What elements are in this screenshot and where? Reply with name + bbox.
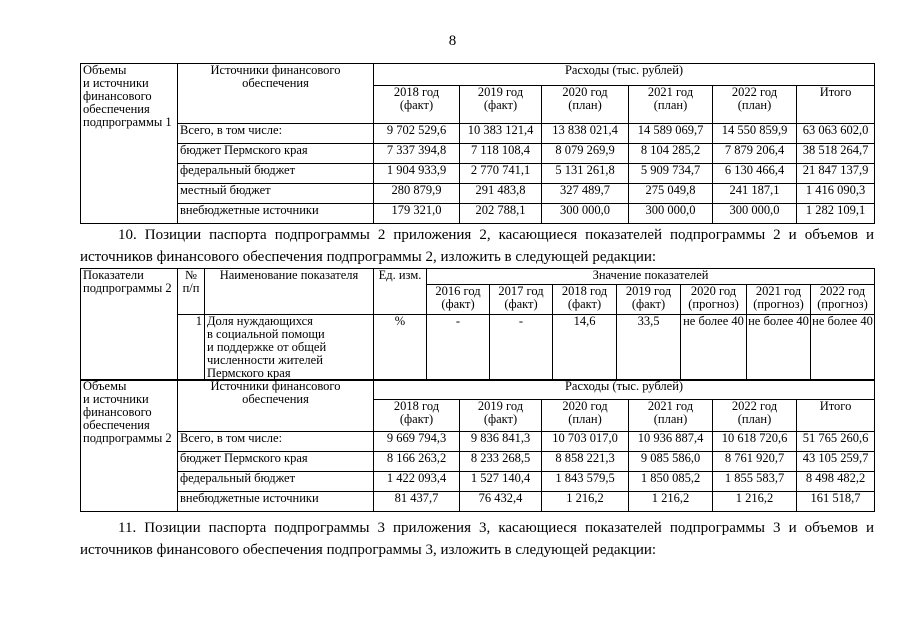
indicators-year-header: 2021 год (прогноз) <box>747 285 811 315</box>
indicators-num-header: № п/п <box>178 269 205 315</box>
indicators-value-header: Значение показателей <box>427 269 875 285</box>
table-row: внебюджетные источники 81 437,7 76 432,4 1 216,2 1 216,2 1 216,2 161 518,7 <box>81 492 875 512</box>
indicator-value: - <box>427 315 490 381</box>
finance-table-subprogram-2 <box>80 379 875 512</box>
table-row: Всего, в том числе: 9 702 529,6 10 383 121,4 13 838 021,4 14 589 069,7 14 550 859,9 63 063 602,0 <box>81 124 875 144</box>
finance-1-sources-header: Источники финансового обеспечения <box>178 64 374 124</box>
indicators-unit-header: Ед. изм. <box>374 269 427 315</box>
indicator-value: 33,5 <box>617 315 681 381</box>
finance-1-year-header: 2018 год (факт) <box>374 86 460 124</box>
indicator-name: Доля нуждающихся в социальной помощи и поддержке от общей численности жителей Пермского края <box>205 315 374 381</box>
finance-1-year-header: 2021 год (план) <box>629 86 713 124</box>
finance-table-subprogram-1 <box>80 63 875 224</box>
finance-2-year-header: 2018 год (факт) <box>374 400 460 432</box>
indicator-value: не более 40 <box>747 315 811 381</box>
indicators-row-label: Показатели подпрограммы 2 <box>81 269 178 381</box>
finance-1-expenses-header: Расходы (тыс. рублей) <box>374 64 875 86</box>
finance-2-year-header: 2021 год (план) <box>629 400 713 432</box>
finance-2-sources-header: Источники финансового обеспечения <box>178 380 374 432</box>
indicators-table-subprogram-2 <box>80 268 875 381</box>
indicators-year-header: 2018 год (факт) <box>553 285 617 315</box>
indicators-year-header: 2016 год (факт) <box>427 285 490 315</box>
indicator-value: - <box>490 315 553 381</box>
finance-2-row-label: Объемы и источники финансового обеспечения подпрограммы 2 <box>81 380 178 512</box>
indicator-unit: % <box>374 315 427 381</box>
page-number: 8 <box>448 33 457 49</box>
indicators-name-header: Наименование показателя <box>205 269 374 315</box>
finance-2-year-header: 2019 год (факт) <box>460 400 542 432</box>
finance-1-year-header: 2020 год (план) <box>542 86 629 124</box>
indicators-year-header: 2020 год (прогноз) <box>681 285 747 315</box>
table-row: местный бюджет 280 879,9 291 483,8 327 489,7 275 049,8 241 187,1 1 416 090,3 <box>81 184 875 204</box>
finance-1-year-header: 2019 год (факт) <box>460 86 542 124</box>
table-row: Всего, в том числе: 9 669 794,3 9 836 841,3 10 703 017,0 10 936 887,4 10 618 720,6 51 765 260,6 <box>81 432 875 452</box>
finance-2-year-header: 2020 год (план) <box>542 400 629 432</box>
indicators-year-header: 2019 год (факт) <box>617 285 681 315</box>
finance-2-expenses-header: Расходы (тыс. рублей) <box>374 380 875 400</box>
finance-1-row-label: Объемы и источники финансового обеспечения подпрограммы 1 <box>81 64 178 224</box>
indicator-value: не более 40 <box>681 315 747 381</box>
finance-2-total-header: Итого <box>797 400 875 432</box>
finance-1-year-header: 2022 год (план) <box>713 86 797 124</box>
finance-2-year-header: 2022 год (план) <box>713 400 797 432</box>
indicators-year-header: 2022 год (прогноз) <box>811 285 875 315</box>
indicators-year-header: 2017 год (факт) <box>490 285 553 315</box>
table-row: внебюджетные источники 179 321,0 202 788,1 300 000,0 300 000,0 300 000,0 1 282 109,1 <box>81 204 875 224</box>
finance-1-total-header: Итого <box>797 86 875 124</box>
indicator-value: не более 40 <box>811 315 875 381</box>
table-row: бюджет Пермского края 7 337 394,8 7 118 108,4 8 079 269,9 8 104 285,2 7 879 206,4 38 518 264,7 <box>81 144 875 164</box>
paragraph-10: 10. Позиции паспорта подпрограммы 2 приложения 2, касающиеся показателей подпрограммы 2 и объемов и источников финансового обеспечения подпрограммы 2, изложить в следующей редакции: <box>80 227 874 265</box>
table-row <box>81 315 875 381</box>
table-row: федеральный бюджет 1 904 933,9 2 770 741,1 5 131 261,8 5 909 734,7 6 130 466,4 21 847 137,9 <box>81 164 875 184</box>
paragraph-11: 11. Позиции паспорта подпрограммы 3 приложения 3, касающиеся показателей подпрограммы 3 и объемов и источников финансового обеспечения подпрограммы 3, изложить в следующей редакции: <box>80 520 874 558</box>
indicator-number: 1 <box>178 315 205 381</box>
table-row: бюджет Пермского края 8 166 263,2 8 233 268,5 8 858 221,3 9 085 586,0 8 761 920,7 43 105 259,7 <box>81 452 875 472</box>
indicator-value: 14,6 <box>553 315 617 381</box>
table-row: федеральный бюджет 1 422 093,4 1 527 140,4 1 843 579,5 1 850 085,2 1 855 583,7 8 498 482,2 <box>81 472 875 492</box>
